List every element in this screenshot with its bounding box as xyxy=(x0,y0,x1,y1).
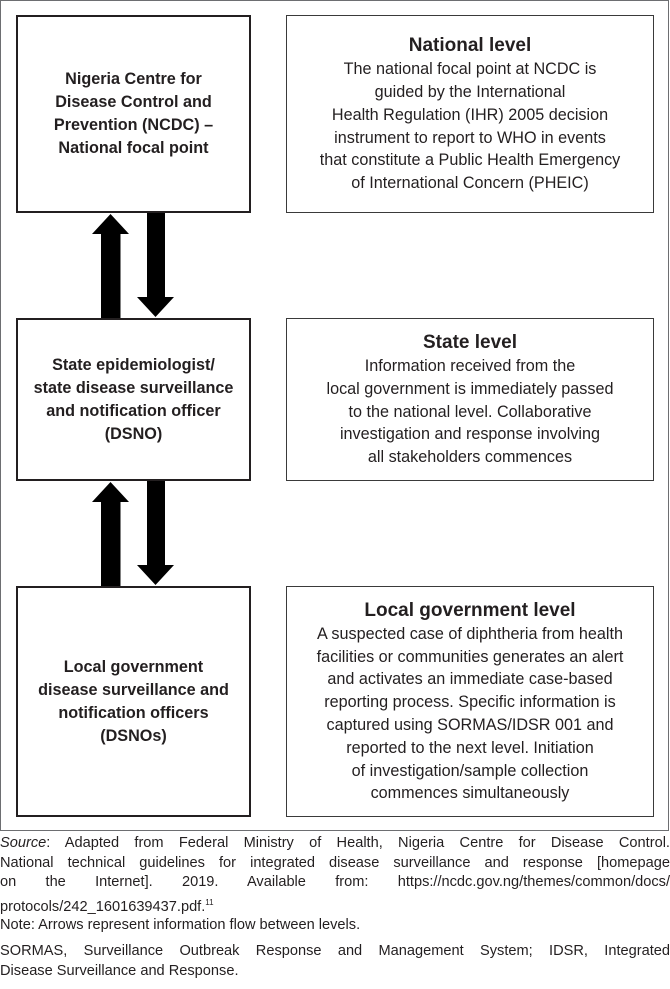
description-line: of investigation/sample collection xyxy=(351,761,589,780)
figure-note xyxy=(0,916,670,936)
description-line: guided by the International xyxy=(374,82,566,101)
description-line: reported to the next level. Initiation xyxy=(346,738,594,757)
state-level-title: State level xyxy=(423,332,517,353)
reference-superscript: 11 xyxy=(205,897,214,907)
source-line xyxy=(0,834,670,854)
description-line: reporting process. Specific information is xyxy=(324,693,616,712)
description-line: captured using SORMAS/IDSR 001 and xyxy=(326,716,614,734)
actor-line: (DSNOs) xyxy=(100,726,167,745)
actor-line: disease surveillance and xyxy=(38,680,229,699)
description-line: Health Regulation (IHR) 2005 decision xyxy=(331,105,609,124)
description-line: instrument to report to WHO in events xyxy=(334,128,606,147)
description-line: to the national level. Collaborative xyxy=(348,402,592,421)
description-line: and activates an immediate case-based xyxy=(327,670,613,689)
description-line: that constitute a Public Health Emergency xyxy=(319,151,621,170)
source-label: Source xyxy=(0,835,47,851)
description-line: all stakeholders commences xyxy=(367,448,573,467)
actor-line: State epidemiologist/ xyxy=(52,355,215,374)
description-line: commences simultaneously xyxy=(370,784,570,803)
abbreviations-line: SORMAS, Surveillance Outbreak Response and Management System; IDSR, Integrated xyxy=(0,943,670,959)
actor-line: Prevention (NCDC) – xyxy=(53,116,214,134)
figure-source xyxy=(0,834,670,917)
description-line: The national focal point at NCDC is xyxy=(343,60,597,79)
actor-line: state disease surveillance xyxy=(33,378,234,397)
note-text: Note: Arrows represent information flow between levels. xyxy=(0,917,361,933)
source-text: protocols/242_1601639437.pdf. xyxy=(0,898,206,915)
arrow-down-icon xyxy=(137,481,174,585)
arrow-up-icon xyxy=(92,482,129,586)
source-line: National technical guidelines for integrated disease surveillance and response [homepage xyxy=(0,854,670,871)
figure-abbreviations xyxy=(0,942,670,981)
description-line: facilities or communities generates an alert xyxy=(316,647,624,666)
source-text: : Adapted from Federal Ministry of Health, Nigeria Centre for Disease Control. xyxy=(46,835,670,851)
local-level-title: Local government level xyxy=(364,599,576,621)
description-line: local government is immediately passed xyxy=(326,379,614,398)
abbreviations-line: Disease Surveillance and Response. xyxy=(0,962,239,979)
source-line xyxy=(0,893,670,918)
actor-line: Local government xyxy=(63,657,204,676)
actor-line: notification officers xyxy=(58,703,209,722)
actor-line: and notification officer xyxy=(46,401,221,420)
actor-line: (DSNO) xyxy=(104,424,163,443)
actor-line: Nigeria Centre for xyxy=(65,70,202,88)
national-level-title: National level xyxy=(408,35,532,57)
arrow-down-icon xyxy=(137,213,174,317)
actor-line: Disease Control and xyxy=(55,93,212,111)
source-line: on the Internet]. 2019. Available from: https://ncdc.gov.ng/themes/common/docs/ xyxy=(0,874,670,891)
description-line: of International Concern (PHEIC) xyxy=(351,174,589,193)
description-line: A suspected case of diphtheria from health xyxy=(317,624,623,643)
actor-line: National focal point xyxy=(58,139,209,157)
description-line: investigation and response involving xyxy=(339,425,601,444)
description-line: Information received from the xyxy=(364,357,576,375)
arrow-up-icon xyxy=(92,214,129,318)
